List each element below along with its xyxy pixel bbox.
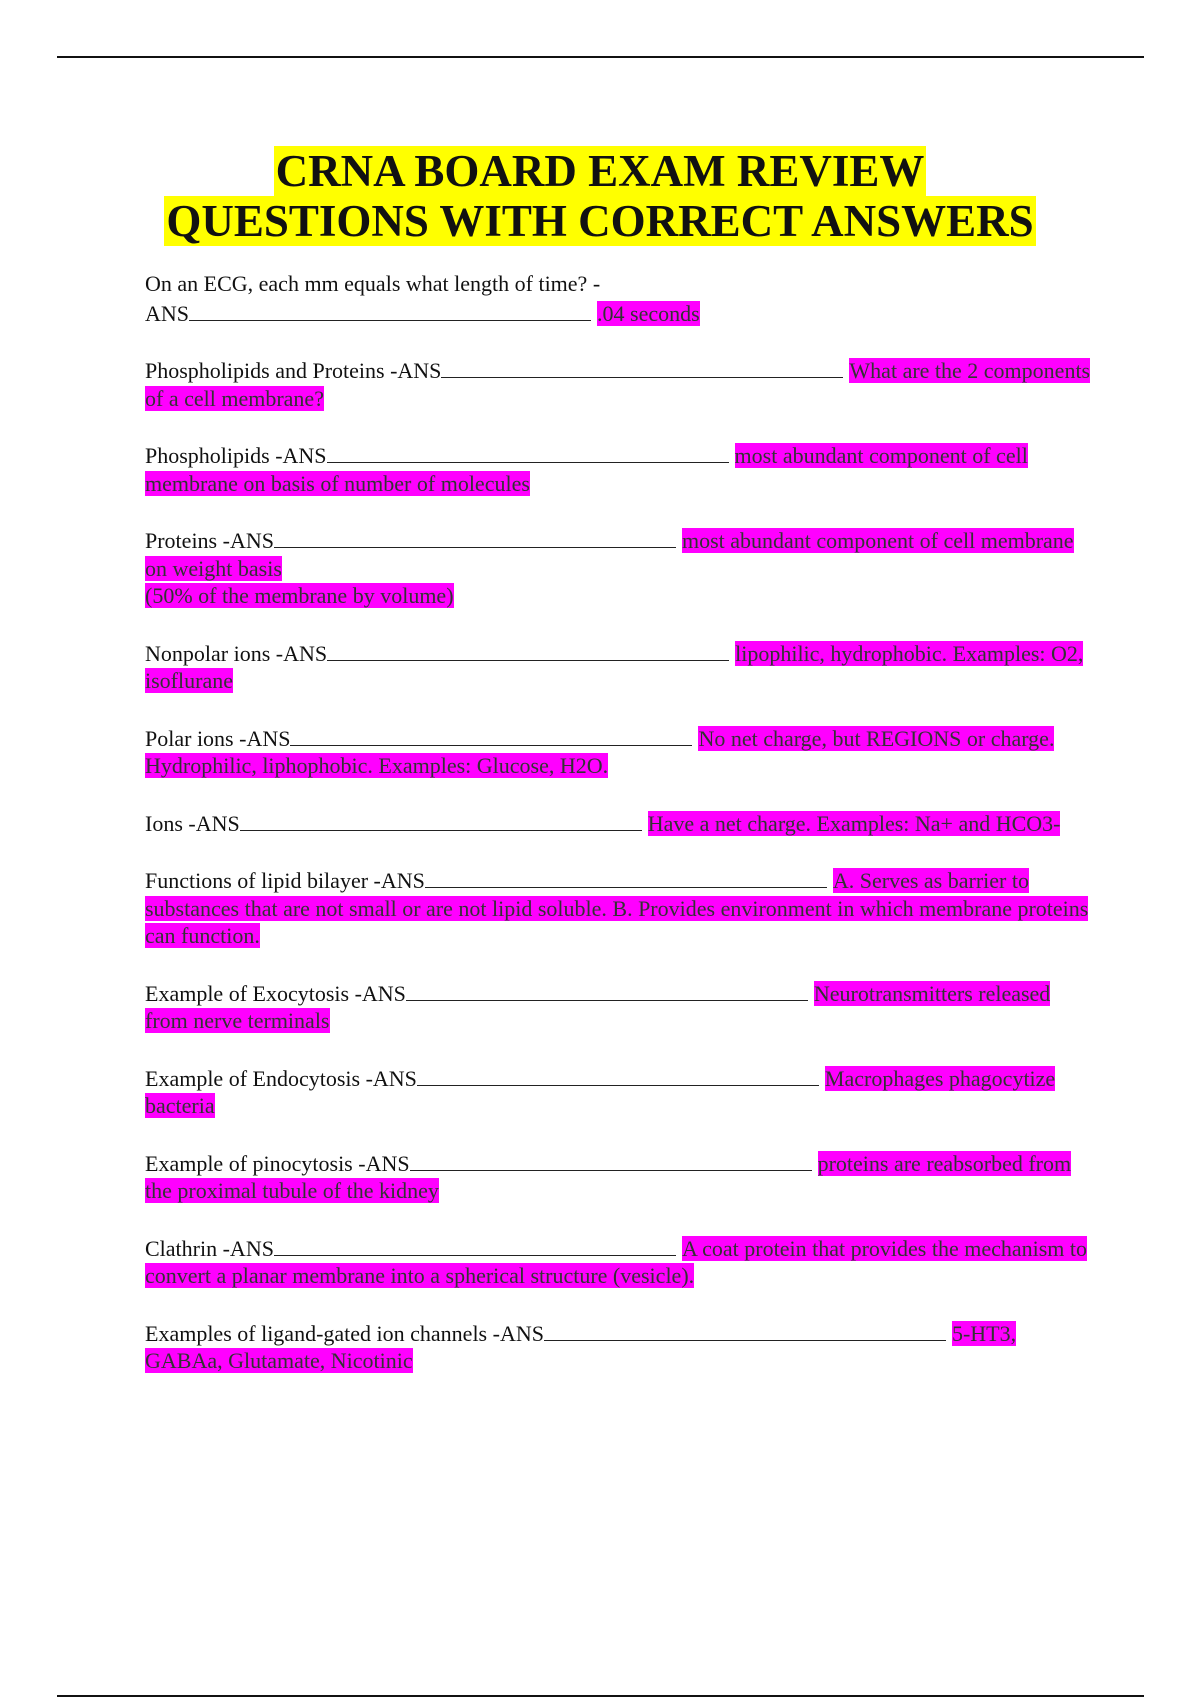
answer-text: most abundant component of cell membrane on basis of number of molecules — [145, 443, 1028, 496]
answer-blank — [544, 1318, 946, 1341]
title-line-2: QUESTIONS WITH CORRECT ANSWERS — [166, 196, 1034, 246]
answer-extra-text: (50% of the membrane by volume) — [145, 583, 454, 608]
qa-item — [145, 978, 1095, 1035]
answer-text: proteins are reabsorbed from the proximal tubule of the kidney — [145, 1150, 1072, 1203]
answer-text: Macrophages phagocytize bacteria — [145, 1065, 1056, 1118]
qa-item — [145, 1233, 1095, 1290]
qa-item — [145, 1063, 1095, 1120]
question-text: Example of pinocytosis -ANS — [145, 1150, 410, 1176]
bottom-rule — [57, 1695, 1144, 1697]
answer-blank — [240, 808, 642, 831]
question-text: Clathrin -ANS — [145, 1235, 274, 1261]
qa-item — [145, 723, 1095, 780]
answer-blank — [441, 355, 843, 378]
document-title — [100, 146, 1100, 246]
question-text: Example of Endocytosis -ANS — [145, 1065, 417, 1091]
qa-item — [145, 355, 1095, 412]
answer-text: Have a net charge. Examples: Na+ and HCO3- — [647, 810, 1061, 836]
answer-text: Neurotransmitters released from nerve terminals — [145, 980, 1051, 1033]
question-text: Functions of lipid bilayer -ANS — [145, 868, 425, 893]
question-text: Examples of ligand-gated ion channels -ANS — [145, 1320, 544, 1346]
top-rule — [57, 56, 1144, 58]
question-text: Proteins -ANS — [145, 528, 274, 553]
question-text: Phospholipids -ANS — [145, 443, 327, 468]
question-text: On an ECG, each mm equals what length of time? - — [145, 271, 601, 296]
question-text: Nonpolar ions -ANS — [145, 640, 328, 666]
answer-blank — [274, 525, 676, 548]
qa-item — [145, 1318, 1095, 1375]
qa-item — [145, 440, 1095, 497]
qa-item — [145, 808, 1095, 838]
answer-extra-line — [145, 582, 1095, 610]
answer-text: .04 seconds — [597, 300, 700, 326]
answer-text: most abundant component of cell membrane on weight basis — [145, 528, 1074, 581]
answer-blank — [189, 298, 591, 321]
title-line-1: CRNA BOARD EXAM REVIEW — [275, 146, 925, 196]
answer-blank — [417, 1063, 819, 1086]
answer-blank — [425, 865, 827, 888]
answer-blank — [410, 1148, 812, 1171]
question-text: Example of Exocytosis -ANS — [145, 980, 406, 1006]
qa-item — [145, 865, 1095, 950]
question-text: Phospholipids and Proteins -ANS — [145, 358, 442, 383]
question-text: Ions -ANS — [145, 810, 240, 836]
question-text: Polar ions -ANS — [145, 725, 291, 751]
answer-blank — [406, 978, 808, 1001]
answer-blank — [274, 1233, 676, 1256]
qa-item — [145, 1148, 1095, 1205]
answer-text: A coat protein that provides the mechanism to convert a planar membrane into a spherical structure (vesicle). — [145, 1235, 1088, 1288]
answer-blank — [327, 440, 729, 463]
answer-text: lipophilic, hydrophobic. Examples: O2, isoflurane — [145, 640, 1084, 693]
answer-text: A. Serves as barrier to substances that are not small or are not lipid soluble. B. Provides environment in which membrane proteins can function. — [145, 868, 1089, 948]
answer-text: What are the 2 components of a cell membrane? — [145, 358, 1091, 411]
qa-list — [145, 270, 1095, 1403]
qa-item — [145, 270, 745, 327]
answer-text: 5-HT3, GABAa, Glutamate, Nicotinic — [145, 1320, 1017, 1373]
qa-item — [145, 525, 1095, 610]
answer-blank — [327, 638, 729, 661]
answer-text: No net charge, but REGIONS or charge. Hydrophilic, liphophobic. Examples: Glucose, H2O. — [145, 725, 1055, 778]
qa-item — [145, 638, 1095, 695]
question-text: ANS — [145, 300, 190, 326]
answer-blank — [290, 723, 692, 746]
